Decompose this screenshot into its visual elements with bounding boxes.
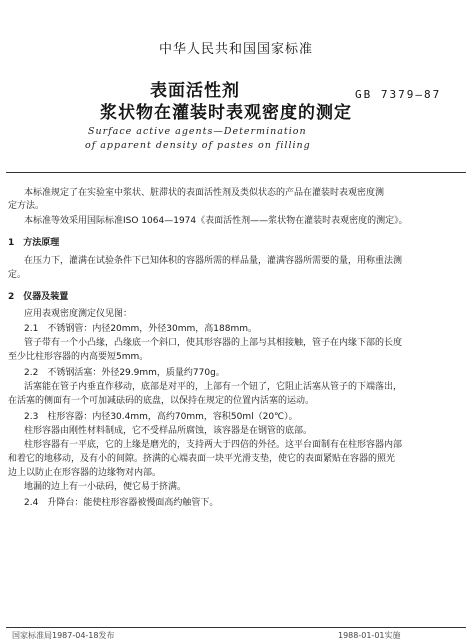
clause-2-3-line3: 柱形容器有一平底，它的上缘是磨光的，支持两大于四倍的外径。这平台面制有在柱形容器内部 <box>24 440 403 450</box>
effective-date: 1988-01-01实施 <box>338 631 401 640</box>
section-1-text-line1: 在压力下，灌满在试验条件下已知体积的容器所需的样品量，灌满容器所需要的量，用称重法测 <box>24 256 403 266</box>
section-1-heading: 1 方法原理 <box>8 238 60 248</box>
header-divider <box>6 172 466 173</box>
clause-2-3-line4: 和着它的地移动，及有小的间隙。挤满的心端表面一块平光滑支垫，使它的表面紧贴在容器的照光 <box>8 454 396 464</box>
section-2-heading: 2 仪器及装置 <box>8 292 69 302</box>
footer-divider <box>6 627 466 628</box>
intro-paragraph-1-line2: 定方法。 <box>8 201 45 211</box>
clause-2-1-line2: 管子带有一个小凸缘，凸缘底一个斜口，使其形容器的上部与其相接触，管子在内缘下部的长度 <box>24 338 403 348</box>
intro-paragraph-2: 本标准等效采用国际标准ISO 1064—1974《表面活性剂——浆状物在灌装时表观密度的测定》。 <box>24 216 408 226</box>
clause-2-1-line1: 2.1 不锈钢管：内径20mm，外径30mm，高188mm。 <box>24 324 257 334</box>
clause-2-3-line6: 地漏的边上有一小砝码，便它易于挤满。 <box>24 482 187 492</box>
document-title: 表面活性剂 <box>150 81 240 101</box>
clause-2-2-line3: 在活塞的侧面有一个可加减砝码的底盘，以保持在规定的位置内活塞的运动。 <box>8 396 315 406</box>
english-title-line1: Surface active agents—Determination <box>88 126 307 137</box>
clause-2-4-line1: 2.4 升降台：能使柱形容器被慢面高约触管下。 <box>24 498 219 508</box>
clause-2-3-line5: 边上以防止在形容器的边缘物对内部。 <box>8 468 162 478</box>
clause-2-2-line1: 2.2 不锈钢活塞：外径29.9mm，质量约770g。 <box>24 368 225 378</box>
english-title-line2: of apparent density of pastes on filling <box>85 140 311 151</box>
clause-2-2-line2: 活塞能在管子内垂直作移动，底部是对平的，上部有一个钮了，它阻止活塞从管子的下端落出， <box>24 382 403 392</box>
standard-code: GB 7379—87 <box>355 88 442 101</box>
section-1-text-line2: 定。 <box>8 270 27 280</box>
clause-2-3-line1: 2.3 柱形容器：内径30.4mm，高约70mm，容积50ml（20℃）。 <box>24 412 298 422</box>
intro-paragraph-1-line1: 本标准规定了在实验室中浆状、脏滞状的表面活性剂及类似状态的产品在灌装时表观密度测 <box>24 188 385 198</box>
section-2-intro: 应用表观密度测定仪见图： <box>24 309 133 319</box>
issue-date: 国家标准局1987-04-18发布 <box>12 631 115 640</box>
document-subtitle: 浆状物在灌装时表观密度的测定 <box>100 103 352 123</box>
standard-header: 中华人民共和国国家标准 <box>158 42 313 57</box>
clause-2-1-line3: 至少比柱形容器的内高要短5mm。 <box>8 352 149 362</box>
clause-2-3-line2: 柱形容器由刚性材料制成，它不受样品所腐蚀，该容器是在钢管的底部。 <box>24 426 313 436</box>
